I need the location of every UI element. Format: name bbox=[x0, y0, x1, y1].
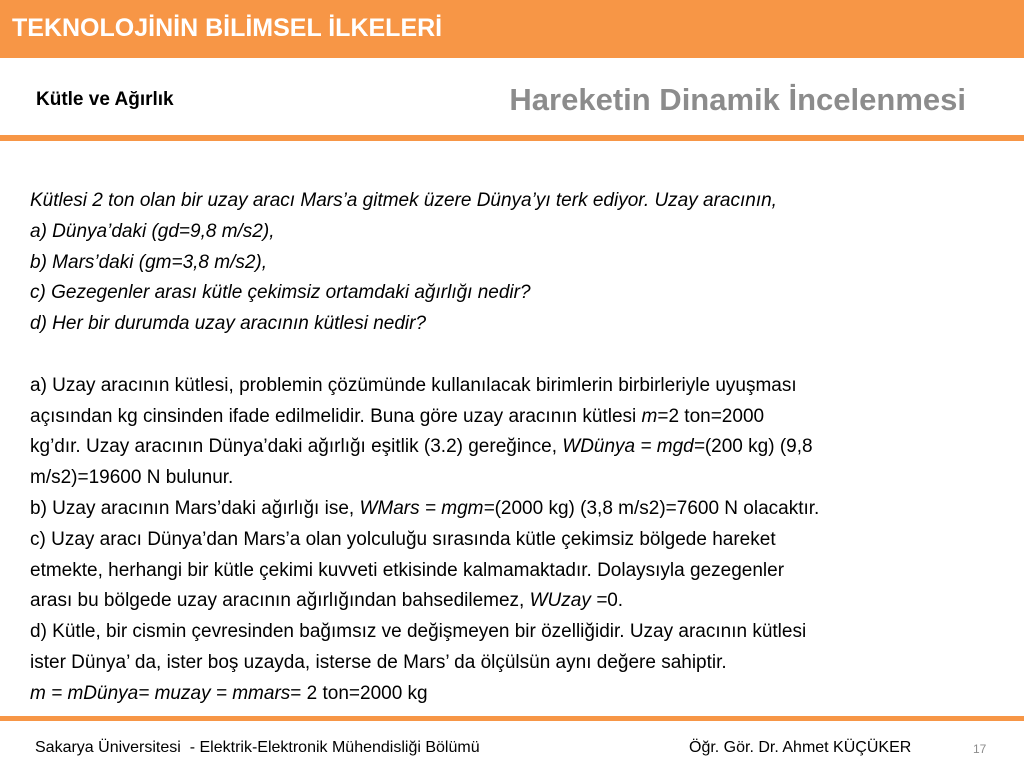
question-d: d) Her bir durumda uzay aracının kütlesi nedir? bbox=[30, 313, 427, 335]
answer-d-line1: d) Kütle, bir cismin çevresinden bağımsız ve değişmeyen bir özelliğidir. Uzay aracının kütlesi bbox=[30, 621, 807, 643]
answer-b bbox=[30, 494, 1000, 525]
answer-d-line3 bbox=[30, 679, 1000, 710]
answer-d-mass-formula: m = mDünya= muzay = mmars bbox=[30, 682, 291, 704]
answer-b-weight-formula: WMars = mgm= bbox=[359, 497, 495, 519]
answer-c-weight-formula: WUzay = bbox=[529, 590, 608, 612]
footer-author: Öğr. Gör. Dr. Ahmet KÜÇÜKER bbox=[689, 739, 912, 756]
banner-title: TEKNOLOJİNİN BİLİMSEL İLKELERİ bbox=[12, 14, 443, 42]
top-banner bbox=[0, 0, 1024, 58]
answer-a-weight-formula: WDünya = mgd= bbox=[562, 436, 705, 458]
section-title-right: Hareketin Dinamik İncelenmesi bbox=[509, 82, 966, 117]
footer-institution: Sakarya Üniversitesi - Elektrik-Elektronik Mühendisliği Bölümü bbox=[35, 739, 480, 756]
bottom-divider bbox=[0, 716, 1024, 721]
answer-c-value: 0. bbox=[607, 590, 624, 612]
top-divider bbox=[0, 135, 1024, 141]
paragraph-gap bbox=[30, 340, 1000, 371]
answer-b-text: b) Uzay aracının Mars’daki ağırlığı ise, bbox=[30, 497, 360, 519]
answer-c-line1: c) Uzay aracı Dünya’dan Mars’a olan yolculuğu sırasında kütle çekimsiz bölgede hareket bbox=[30, 528, 776, 550]
answer-d-value: = 2 ton=2000 kg bbox=[290, 682, 428, 704]
answer-a-line1: a) Uzay aracının kütlesi, problemin çözümünde kullanılacak birimlerin birbirleriyle uyuşması bbox=[30, 374, 797, 396]
answer-a-line4: m/s2)=19600 N bulunur. bbox=[30, 467, 234, 489]
question-intro: Kütlesi 2 ton olan bir uzay aracı Mars’a gitmek üzere Dünya’yı terk ediyor. Uzay aracının, bbox=[30, 190, 777, 211]
answer-a-line2 bbox=[30, 402, 1000, 433]
answer-a-line2-value: =2 ton=2000 bbox=[657, 405, 765, 427]
answer-d-line2: ister Dünya’ da, ister boş uzayda, isterse de Mars’ da ölçülsün aynı değere sahiptir. bbox=[30, 651, 727, 673]
answer-a-line3 bbox=[30, 432, 1000, 463]
page-number: 17 bbox=[973, 742, 987, 756]
answer-a-line3-text: kg’dır. Uzay aracının Dünya’daki ağırlığı eşitlik (3.2) gereğince, bbox=[30, 436, 563, 458]
question-c: c) Gezegenler arası kütle çekimsiz ortamdaki ağırlığı nedir? bbox=[30, 282, 531, 304]
answer-c-line2: etmekte, herhangi bir kütle çekimi kuvveti etkisinde kalmamaktadır. Dolaysıyla gezegenler bbox=[30, 559, 785, 581]
answer-c-line3-text: arası bu bölgede uzay aracının ağırlığından bahsedilemez, bbox=[30, 590, 530, 612]
section-title-left: Kütle ve Ağırlık bbox=[36, 89, 174, 110]
answer-b-value: (2000 kg) (3,8 m/s2)=7600 N olacaktır. bbox=[494, 497, 820, 519]
answer-a-mass-var: m bbox=[641, 405, 658, 427]
slide-body bbox=[30, 186, 1000, 710]
question-b: b) Mars’daki (gm=3,8 m/s2), bbox=[30, 251, 268, 273]
answer-a-line2-text: açısından kg cinsinden ifade edilmelidir. Buna göre uzay aracının kütlesi bbox=[30, 405, 642, 427]
question-a: a) Dünya’daki (gd=9,8 m/s2), bbox=[30, 220, 275, 242]
answer-c-line3 bbox=[30, 586, 1000, 617]
answer-a-line3-value: (200 kg) (9,8 bbox=[704, 436, 813, 458]
